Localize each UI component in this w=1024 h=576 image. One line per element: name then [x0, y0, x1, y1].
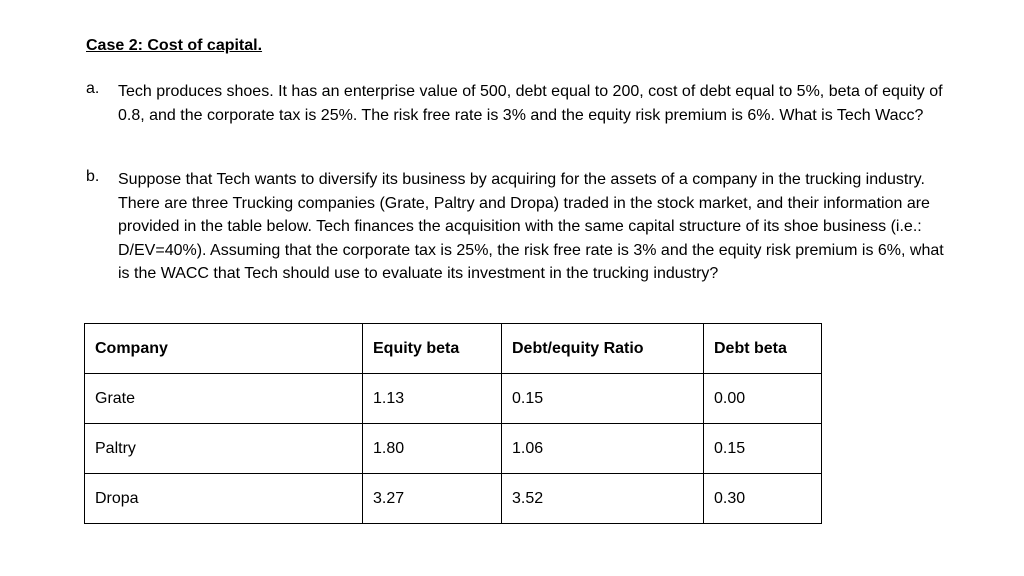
cell-debt-equity-ratio: 3.52 — [502, 474, 704, 524]
table-header-row — [85, 324, 822, 374]
table-row — [85, 424, 822, 474]
question-b-label: b. — [86, 168, 100, 185]
cell-equity-beta: 3.27 — [363, 474, 502, 524]
question-b-text: Suppose that Tech wants to diversify its business by acquiring for the assets of a company in the trucking industry. There are three Trucking companies (Grate, Paltry and Dropa) traded in the stock market, and their information are provided in the table below. Tech finances the acquisition with the same capital structure of its shoe business (i.e.: D/EV=40%). Assuming that the corporate tax is 25%, the risk free rate is 3% and the equity risk premium is 6%, what is the WACC that Tech should use to evaluate its investment in the trucking industry? — [118, 171, 944, 282]
cell-debt-beta: 0.00 — [704, 374, 822, 424]
cell-company: Paltry — [85, 424, 363, 474]
cell-debt-equity-ratio: 1.06 — [502, 424, 704, 474]
table-row — [85, 474, 822, 524]
cell-debt-equity-ratio: 0.15 — [502, 374, 704, 424]
cell-company: Grate — [85, 374, 363, 424]
trucking-companies-table — [84, 323, 822, 524]
cell-equity-beta: 1.80 — [363, 424, 502, 474]
cell-equity-beta: 1.13 — [363, 374, 502, 424]
header-debt-equity-ratio: Debt/equity Ratio — [502, 324, 704, 374]
cell-debt-beta: 0.30 — [704, 474, 822, 524]
header-equity-beta: Equity beta — [363, 324, 502, 374]
header-debt-beta: Debt beta — [704, 324, 822, 374]
table-row — [85, 374, 822, 424]
question-a-label: a. — [86, 80, 100, 97]
cell-company: Dropa — [85, 474, 363, 524]
case-title: Case 2: Cost of capital. — [86, 37, 263, 54]
header-company: Company — [85, 324, 363, 374]
question-a-text: Tech produces shoes. It has an enterprise value of 500, debt equal to 200, cost of debt equal to 5%, beta of equity of 0.8, and the corporate tax is 25%. The risk free rate is 3% and the equity risk premium is 6%. What is Tech Wacc? — [118, 83, 943, 124]
cell-debt-beta: 0.15 — [704, 424, 822, 474]
